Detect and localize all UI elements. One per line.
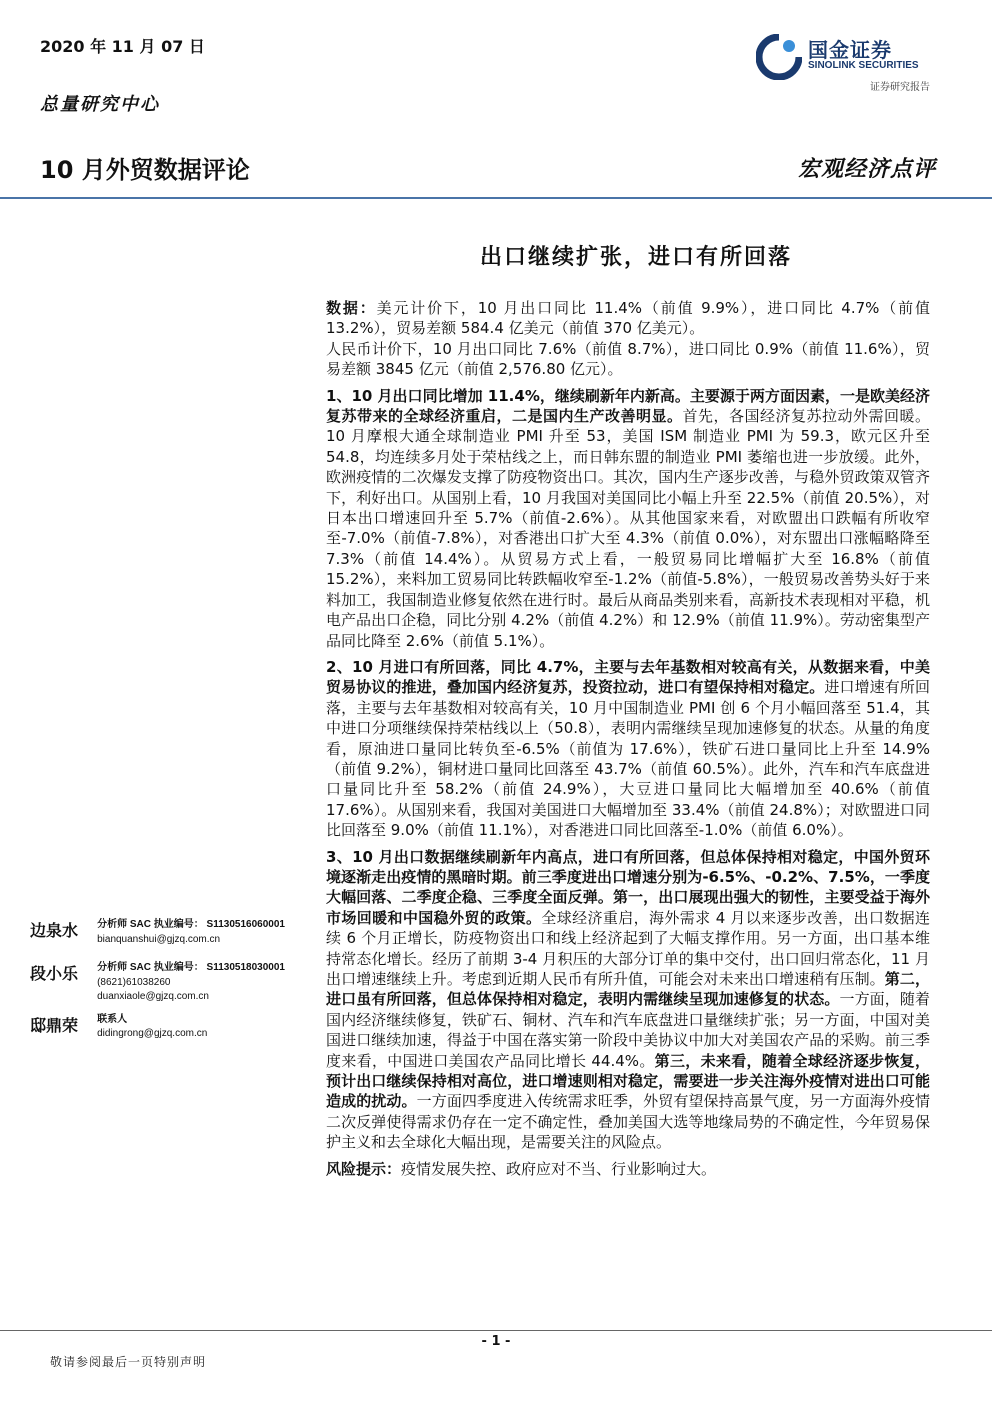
department-name: 总量研究中心 [40,94,160,115]
paragraph-outlook [326,847,930,1153]
report-category: 宏观经济点评 [797,156,936,182]
analyst-role: 分析师 SAC 执业编号： [97,962,204,973]
paragraph-text: 进口增速有所回落，主要与去年基数相对较高有关，10 月中国制造业 PMI 创 6 个月小幅回落至 51.4，其中进口分项继续保持荣枯线以上（50.8），表明内需继续呈现加速修复的状态。从量的角度看，原油进口量同比转负至-6.5%（前值为 17.6%），铁矿石进口量同比上升至 14.9%（前值 9.2%），铜材进口量同比回落至 43.7%（前值 60.5%）。此外，汽车和汽车底盘进口量同比升至 58.2%（前值 24.9%），大豆进口量同比大幅增加至 40.6%（前值 17.6%）。从国别来看，我国对美国进口大幅增加至 33.4%（前值 24.8%）；对欧盟进口同比回落至 9.0%（前值 11.1%），对香港进口同比回落至-1.0%（前值 6.0%）。 [326,678,930,840]
analyst-email[interactable]: bianquanshui@gjzq.com.cn [97,933,221,945]
analyst-id: S1130516060001 [206,919,285,930]
analyst-role: 分析师 SAC 执业编号： [97,919,204,930]
analyst-role: 联系人 [97,1013,128,1025]
analyst-name: 邸鼎荣 [30,1015,79,1035]
header-divider [0,197,992,199]
logo-english-name: SINOLINK SECURITIES [808,60,919,71]
paragraph-lead: 1、10 月出口同比增加 11.4%，继续刷新年内新高。主要源于两方面因素，一是欧美经济复苏带来的全球经济重启，二是国内生产改善明显。 [326,386,930,426]
paragraph-lead: 3、10 月出口数据继续刷新年内高点，进口有所回落，但总体保持相对稳定，中国外贸环境逐渐走出疫情的黑暗时期。前三季度进出口增速分别为-6.5%、-0.2%、7.5%，一季度大幅回落、二季度企稳、三季度全面反弹。第一，出口展现出强大的韧性，主要受益于海外市场回暖和中国稳外贸的政策。 [326,847,930,927]
analyst-name: 边泉水 [30,921,79,940]
logo-mark-icon [756,34,802,80]
company-logo [756,30,956,100]
analyst-name: 段小乐 [30,964,79,983]
paragraph-text: 人民币计价下，10 月出口同比 7.6%（前值 8.7%），进口同比 0.9%（前值 11.6%），贸易差额 3845 亿元（前值 2,576.80 亿元）。 [326,339,930,379]
paragraph-risk [326,1159,930,1179]
analyst-email[interactable]: duanxiaole@gjzq.com.cn [97,991,209,1002]
paragraph-data-usd [326,298,930,339]
report-headline: 出口继续扩张，进口有所回落 [479,244,792,270]
paragraph-text: 疫情发展失控、政府应对不当、行业影响过大。 [401,1159,717,1178]
footer-divider [0,1330,992,1331]
disclaimer-note: 敬请参阅最后一页特别声明 [50,1355,207,1369]
paragraph-text: 首先，各国经济复苏拉动外需回暖。10 月摩根大通全球制造业 PMI 升至 53，美国 ISM 制造业 PMI 为 59.3，欧元区升至 54.8，均连续多月处于荣枯线之上，而日韩东盟的制造业 PMI 萎缩也进一步放缓。此外，欧洲疫情的二次爆发支撑了防疫物资出口。其次，国内生产逐步改善，与稳外贸政策双管齐下，利好出口。从国别上看，10 月我国对美国同比小幅上升至 22.5%（前值 20.5%），对日本出口增速回升至 5.7%（前值-2.6%）。从其他国家来看，对欧盟出口跌幅有所收窄至-7.0%（前值-7.8%），对香港出口扩大至 4.3%（前值 0.0%），对东盟出口涨幅略降至 7.3%（前值 14.4%）。从贸易方式上看，一般贸易同比增幅扩大至 16.8%（前值 15.2%），来料加工贸易同比转跌幅收窄至-1.2%（前值-5.8%），一般贸易改善势头好于来料加工，我国制造业修复依然在进行时。最后从商品类别来看，高新技术表现相对平稳，机电产品出口企稳，同比分别 4.2%（前值 4.2%）和 12.9%（前值 11.9%）。劳动密集型产品同比降至 2.6%（前值 5.1%）。 [326,407,930,650]
report-body [326,298,930,1185]
analyst-info [97,961,285,1005]
paragraph-data-rmb [326,339,930,380]
analyst-id: S1130518030001 [206,962,285,973]
paragraph-imports [326,657,930,841]
analyst-phone: (8621)61038260 [97,976,171,988]
paragraph-exports [326,386,930,651]
paragraph-lead-3: 第三，未来看，随着全球经济逐步恢复，预计出口继续保持相对高位，进口增速则相对稳定，需要进一步关注海外疫情对进出口可能造成的扰动。 [326,1051,930,1111]
paragraph-lead: 风险提示： [326,1159,402,1178]
analyst-card [30,961,310,1005]
paragraph-lead: 数据： [326,299,377,317]
page-number: - 1 - [481,1334,511,1349]
paragraph-text: 全球经济重启，海外需求 4 月以来逐步改善，出口数据连续 6 个月正增长，防疫物资出口和线上经济起到了大幅支撑作用。另一方面，出口基本维持常态化增长。经历了前期 3-4 月积压的大部分订单的集中交付，出口回归常态化，11 月出口增速继续上升。考虑到近期人民币有所升值，可能会对未来出口增速稍有压制。 [326,908,930,988]
analyst-email[interactable]: didingrong@gjzq.com.cn [97,1028,208,1039]
report-date: 2020 年 11 月 07 日 [40,37,205,56]
report-title: 10 月外贸数据评论 [40,156,250,184]
paragraph-text-3: 一方面四季度进入传统需求旺季，外贸有望保持高景气度，另一方面海外疫情二次反弹使得需求仍存在一定不确定性，叠加美国大选等地缘局势的不确定性，今年贸易保护主义和去全球化大幅出现，是需要关注的风险点。 [326,1092,930,1152]
paragraph-lead-2: 第二，进口虽有所回落，但总体保持相对稳定，表明内需继续呈现加速修复的状态。 [326,970,930,1009]
paragraph-text-2: 一方面，随着国内经济继续修复，铁矿石、铜材、汽车和汽车底盘进口量继续扩张；另一方面，中国对美国进口继续加速，得益于中国在落实第一阶段中美协议中加大对美国农产品的采购。前三季度来看，中国进口美国农产品同比增长 44.4%。 [326,990,930,1070]
paragraph-text: 美元计价下，10 月出口同比 11.4%（前值 9.9%），进口同比 4.7%（前值 13.2%），贸易差额 584.4 亿美元（前值 370 亿美元）。 [326,299,930,338]
paragraph-lead: 2、10 月进口有所回落，同比 4.7%，主要与去年基数相对较高有关，从数据来看，中美贸易协议的推进，叠加国内经济复苏，投资拉动，进口有望保持相对稳定。 [326,657,930,697]
analyst-info [97,1013,207,1042]
analyst-list [30,918,310,1050]
report-type-label: 证券研究报告 [870,82,930,93]
logo-company-name: 国金证券 [808,38,892,62]
analyst-card [30,918,310,947]
analyst-card [30,1013,310,1042]
analyst-info [97,918,285,947]
